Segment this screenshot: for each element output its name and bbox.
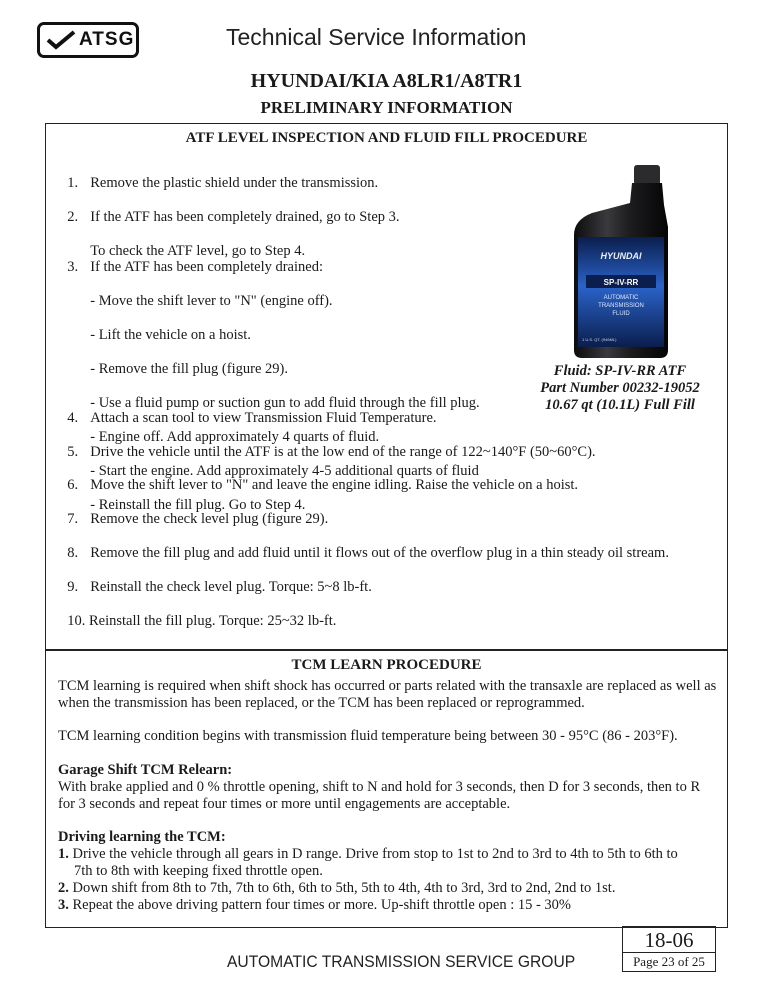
document-subtitle: PRELIMINARY INFORMATION <box>260 98 513 117</box>
garage-shift-heading: Garage Shift TCM Relearn: <box>58 762 233 778</box>
step-4: 4. Attach a scan tool to view Transmission Fluid Temperature. <box>67 410 437 426</box>
step-8: 8. Remove the fill plug and add fluid until it flows out of the overflow plug in a thin steady oil stream. <box>67 545 669 561</box>
garage-shift-text: With brake applied and 0 % throttle opening, shift to N and hold for 3 seconds, then D for 3 seconds, then to R for 3 seconds and repeat four times or more until engagements are acceptable. <box>58 779 701 812</box>
tcm-paragraph-1: TCM learning is required when shift shock has occurred or parts related with the transaxle are replaced as well as when the transmission has been replaced, or the TCM has been replaced or reprogrammed. <box>58 678 717 711</box>
svg-text:TRANSMISSION: TRANSMISSION <box>598 303 644 309</box>
svg-text:AUTOMATIC: AUTOMATIC <box>603 295 639 301</box>
step-9: 9. Reinstall the check level plug. Torque: 5~8 lb-ft. <box>67 579 372 595</box>
driving-learning-heading: Driving learning the TCM: <box>58 829 226 845</box>
svg-text:1 U.S. QT. (946ML): 1 U.S. QT. (946ML) <box>582 337 617 342</box>
driving-learning-section: Driving learning the TCM: 1. Drive the vehicle through all gears in D range. Drive from stop to 1st to 2nd to 3rd to 4th to 5th to 6th to 7th to 8th with keeping fixed throttle open. 2. Down shift from 8th to 7th, 7th to 6th, 6th to 5th, 5th to 4th, 4th to 3rd, 3rd to 2nd, 2nd to 1st. 3. Repeat the above driving pattern four times or more. Up-shift throttle open : 15 - 30% <box>58 829 678 913</box>
document-title: HYUNDAI/KIA A8LR1/A8TR1 <box>250 70 523 92</box>
tcm-paragraph-2: TCM learning condition begins with transmission fluid temperature being between 30 - 95°C (86 - 203°F). <box>58 728 678 744</box>
page-number: Page 23 of 25 <box>623 952 715 970</box>
atf-bottle-image <box>572 165 672 360</box>
atf-procedure-heading: ATF LEVEL INSPECTION AND FLUID FILL PROCEDURE <box>185 130 588 146</box>
garage-shift-section <box>58 762 718 813</box>
step-2: 2. If the ATF has been completely drained, go to Step 3. To check the ATF level, go to Step 4. <box>67 209 400 259</box>
step-5: 5. Drive the vehicle until the ATF is at the low end of the range of 122~140°F (50~60°C). <box>67 444 596 460</box>
technical-service-information-heading: Technical Service Information <box>226 24 527 50</box>
page-number-box <box>622 926 716 972</box>
svg-text:SP-IV-RR: SP-IV-RR <box>603 278 639 287</box>
svg-text:HYUNDAI: HYUNDAI <box>600 251 642 261</box>
svg-text:FLUID: FLUID <box>612 311 630 317</box>
step-10: 10. Reinstall the fill plug. Torque: 25~32 lb-ft. <box>67 613 337 629</box>
bulletin-number: 18-06 <box>644 928 694 952</box>
logo-text: ATSG <box>79 29 135 50</box>
step-7: 7. Remove the check level plug (figure 29). <box>67 511 329 527</box>
fluid-caption: Fluid: SP-IV-RR ATF Part Number 00232-19052 10.67 qt (10.1L) Full Fill <box>540 363 700 413</box>
footer-organization: AUTOMATIC TRANSMISSION SERVICE GROUP <box>227 952 576 971</box>
fluid-bottle-illustration <box>572 165 672 360</box>
step-3: 3. If the ATF has been completely drained: - Move the shift lever to "N" (engine off). - Lift the vehicle on a hoist. - Remove the fill plug (figure 29). - Use a fluid pump or suction gun to add fluid through the fill plug. - Engine off. Add approximately 4 quarts of fluid. - Start the engine. Add approximately 4-5 additional quarts of fluid - Reinstall the fill plug. Go to Step 4. <box>67 259 480 513</box>
atsg-logo <box>37 22 139 58</box>
step-1: 1. Remove the plastic shield under the transmission. <box>67 175 379 191</box>
tcm-learn-heading: TCM LEARN PROCEDURE <box>291 657 482 673</box>
checkmark-logo-icon <box>46 30 76 50</box>
step-6: 6. Move the shift lever to "N" and leave the engine idling. Raise the vehicle on a hoist. <box>67 477 579 493</box>
